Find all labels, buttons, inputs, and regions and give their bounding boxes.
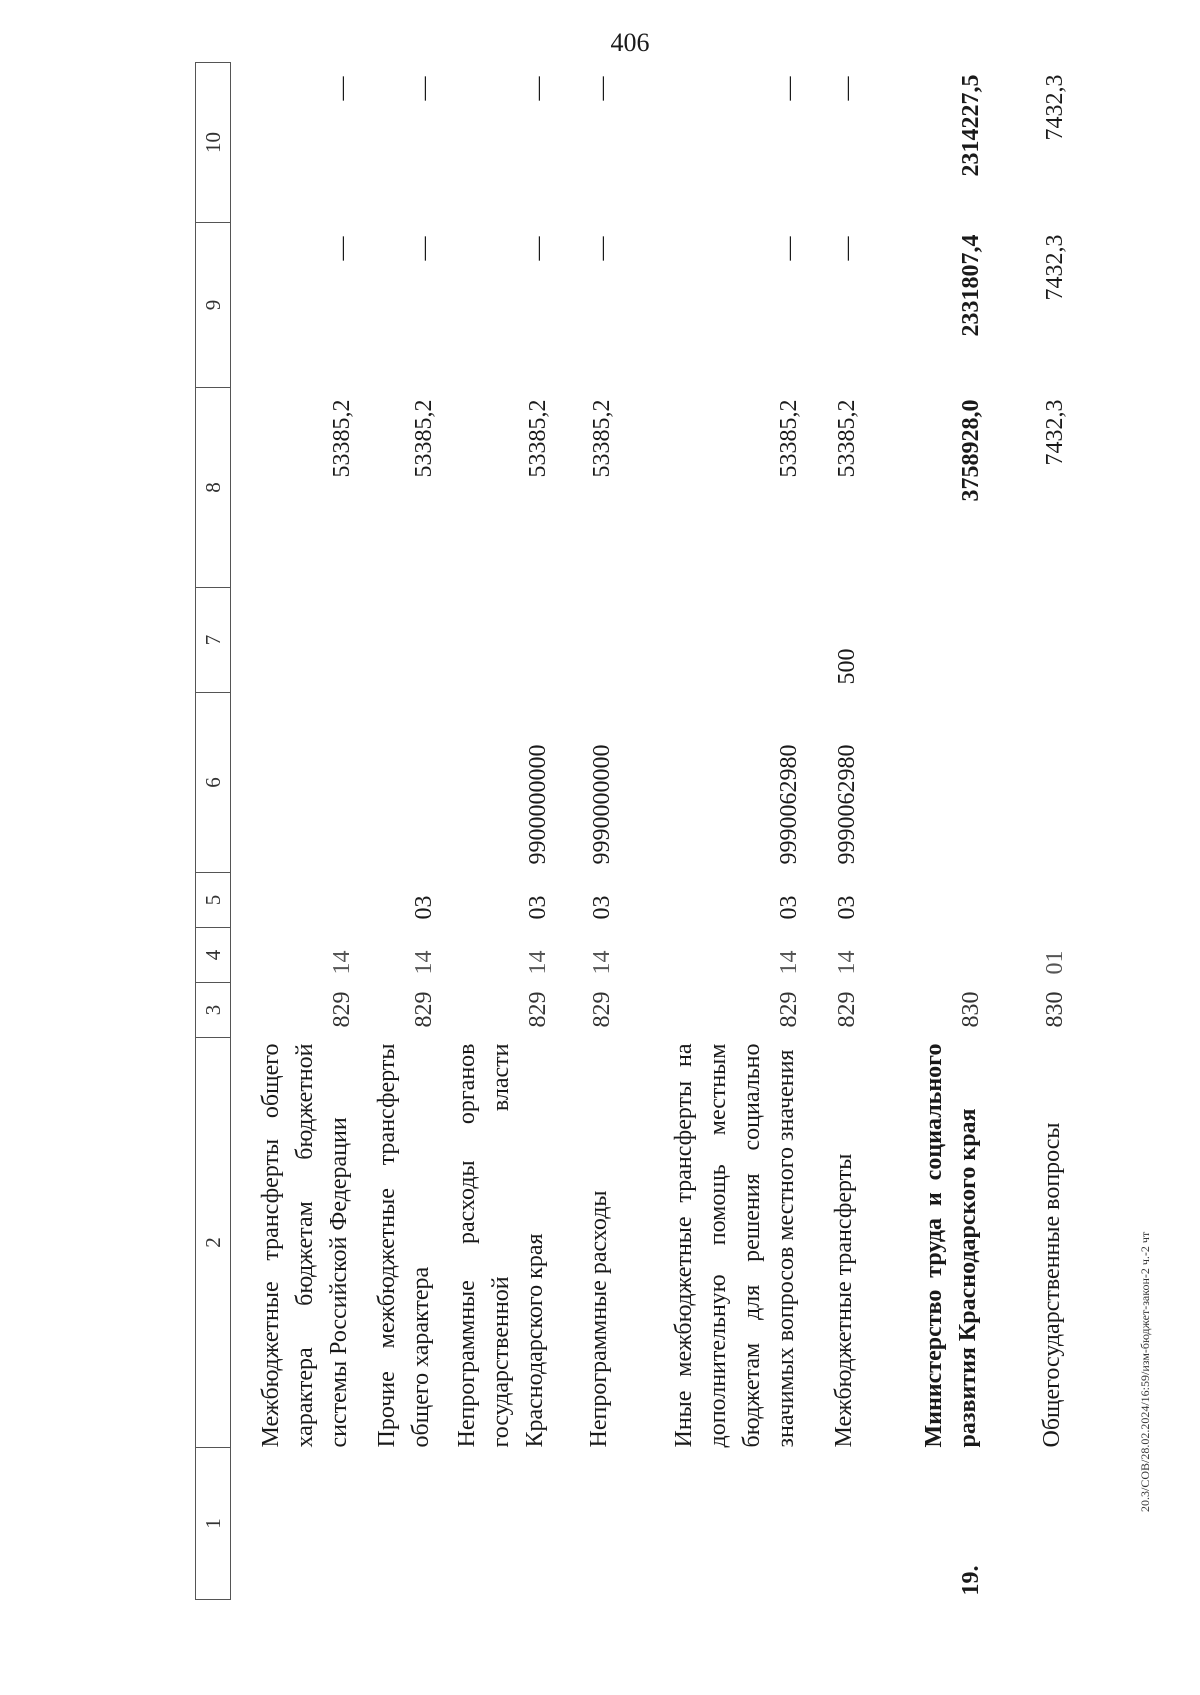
column-header: 9 bbox=[196, 223, 231, 388]
row-section-code: 01 bbox=[1042, 950, 1068, 975]
row-subsection-code bbox=[231, 873, 361, 928]
table-row bbox=[231, 63, 361, 1600]
row-number bbox=[360, 1448, 442, 1600]
row-amount-1: 53385,2 bbox=[525, 399, 551, 478]
row-subsection-code: 03 bbox=[589, 895, 615, 920]
row-name: Межбюджетные трансферты bbox=[831, 1153, 857, 1448]
row-number bbox=[442, 1448, 556, 1600]
row-number bbox=[556, 1448, 620, 1600]
footer-code: 20.3/СОВ/28.02.2024/16:59/изм-бюджет-закон-2 ч.-2 чт bbox=[1138, 1231, 1152, 1512]
table-row bbox=[865, 63, 989, 1600]
row-amount-1: 7432,3 bbox=[1042, 399, 1068, 466]
row-name: Межбюджетные трансферты общего характера бюджетам бюджетной системы Российской Федерации bbox=[258, 1043, 352, 1448]
row-amount-3: 7432,3 bbox=[1042, 74, 1068, 141]
row-target-code: 9990062980 bbox=[834, 744, 860, 865]
row-name: Общегосударственные вопросы bbox=[1039, 1122, 1065, 1448]
row-amount-1: 53385,2 bbox=[411, 399, 437, 478]
row-ministry-code: 830 bbox=[1042, 991, 1068, 1028]
row-expense-type bbox=[620, 588, 807, 693]
page-number: 406 bbox=[610, 28, 650, 57]
row-ministry-code: 829 bbox=[834, 991, 860, 1028]
row-ministry-code: 829 bbox=[589, 991, 615, 1028]
row-amount-2: 7432,3 bbox=[1042, 234, 1068, 301]
row-amount-2: — bbox=[834, 236, 860, 261]
row-name: Непрограммные расходы органов государственной власти Краснодарского края bbox=[454, 1043, 548, 1448]
row-subsection-code: 03 bbox=[525, 895, 551, 920]
row-expense-type bbox=[989, 588, 1073, 693]
column-header: 8 bbox=[196, 388, 231, 588]
table-row bbox=[442, 63, 556, 1600]
table-row bbox=[556, 63, 620, 1600]
row-target-code bbox=[360, 693, 442, 873]
row-ministry-code: 829 bbox=[411, 991, 437, 1028]
row-target-code bbox=[865, 693, 989, 873]
column-header: 5 bbox=[196, 873, 231, 928]
row-amount-1: 53385,2 bbox=[776, 399, 802, 478]
row-amount-1: 53385,2 bbox=[589, 399, 615, 478]
row-amount-3: 2314227,5 bbox=[958, 74, 984, 177]
row-name: Прочие межбюджетные трансферты общего характера bbox=[374, 1043, 434, 1448]
row-expense-type bbox=[865, 588, 989, 693]
row-amount-2: 2331807,4 bbox=[958, 234, 984, 337]
row-number bbox=[989, 1448, 1073, 1600]
row-target-code: 9900000000 bbox=[525, 744, 551, 865]
row-section-code: 14 bbox=[776, 950, 802, 975]
row-name: Непрограммные расходы bbox=[586, 1190, 612, 1448]
row-target-code bbox=[989, 693, 1073, 873]
row-number bbox=[231, 1448, 361, 1600]
row-section-code: 14 bbox=[411, 950, 437, 975]
row-expense-type bbox=[360, 588, 442, 693]
row-amount-1: 3758928,0 bbox=[958, 399, 984, 502]
row-amount-2: — bbox=[589, 236, 615, 261]
row-amount-2: — bbox=[411, 236, 437, 261]
row-amount-1: 53385,2 bbox=[329, 399, 355, 478]
row-expense-type bbox=[442, 588, 556, 693]
column-header-row bbox=[196, 63, 231, 1600]
column-header: 2 bbox=[196, 1038, 231, 1448]
row-section-code: 14 bbox=[525, 950, 551, 975]
row-subsection-code: 03 bbox=[834, 895, 860, 920]
column-header: 1 bbox=[196, 1448, 231, 1600]
table-row bbox=[989, 63, 1073, 1600]
table-row bbox=[360, 63, 442, 1600]
row-ministry-code: 829 bbox=[329, 991, 355, 1028]
row-name: Министерство труда и социального развития Краснодарского края bbox=[921, 1043, 981, 1448]
row-subsection-code: 03 bbox=[411, 895, 437, 920]
row-target-code: 9990062980 bbox=[776, 744, 802, 865]
table-row bbox=[807, 63, 865, 1600]
column-header: 3 bbox=[196, 983, 231, 1038]
row-amount-2: — bbox=[329, 236, 355, 261]
row-expense-type: 500 bbox=[834, 648, 860, 685]
row-number bbox=[807, 1448, 865, 1600]
row-ministry-code: 829 bbox=[525, 991, 551, 1028]
row-target-code: 9990000000 bbox=[589, 744, 615, 865]
row-subsection-code bbox=[865, 873, 989, 928]
row-ministry-code: 830 bbox=[958, 991, 984, 1028]
row-number: 19. bbox=[958, 1565, 984, 1596]
row-subsection-code bbox=[989, 873, 1073, 928]
row-amount-3: — bbox=[776, 76, 802, 101]
column-header: 7 bbox=[196, 588, 231, 693]
row-name: Иные межбюджетные трансферты на дополнительную помощь местным бюджетам для решения социально значимых вопросов местного значения bbox=[671, 1043, 799, 1448]
row-amount-3: — bbox=[834, 76, 860, 101]
row-amount-2: — bbox=[776, 236, 802, 261]
column-header: 10 bbox=[196, 63, 231, 223]
row-amount-3: — bbox=[589, 76, 615, 101]
row-target-code bbox=[231, 693, 361, 873]
row-expense-type bbox=[231, 588, 361, 693]
row-expense-type bbox=[556, 588, 620, 693]
row-section-code: 14 bbox=[329, 950, 355, 975]
row-section-code: 14 bbox=[834, 950, 860, 975]
column-header: 4 bbox=[196, 928, 231, 983]
row-subsection-code: 03 bbox=[776, 895, 802, 920]
row-number bbox=[620, 1448, 807, 1600]
row-section-code: 14 bbox=[589, 950, 615, 975]
row-amount-2: — bbox=[525, 236, 551, 261]
row-amount-3: — bbox=[525, 76, 551, 101]
row-amount-3: — bbox=[411, 76, 437, 101]
row-amount-1: 53385,2 bbox=[834, 399, 860, 478]
column-header: 6 bbox=[196, 693, 231, 873]
row-section-code bbox=[865, 928, 989, 983]
budget-table bbox=[195, 62, 1073, 1600]
table-row bbox=[620, 63, 807, 1600]
row-ministry-code: 829 bbox=[776, 991, 802, 1028]
row-amount-3: — bbox=[329, 76, 355, 101]
